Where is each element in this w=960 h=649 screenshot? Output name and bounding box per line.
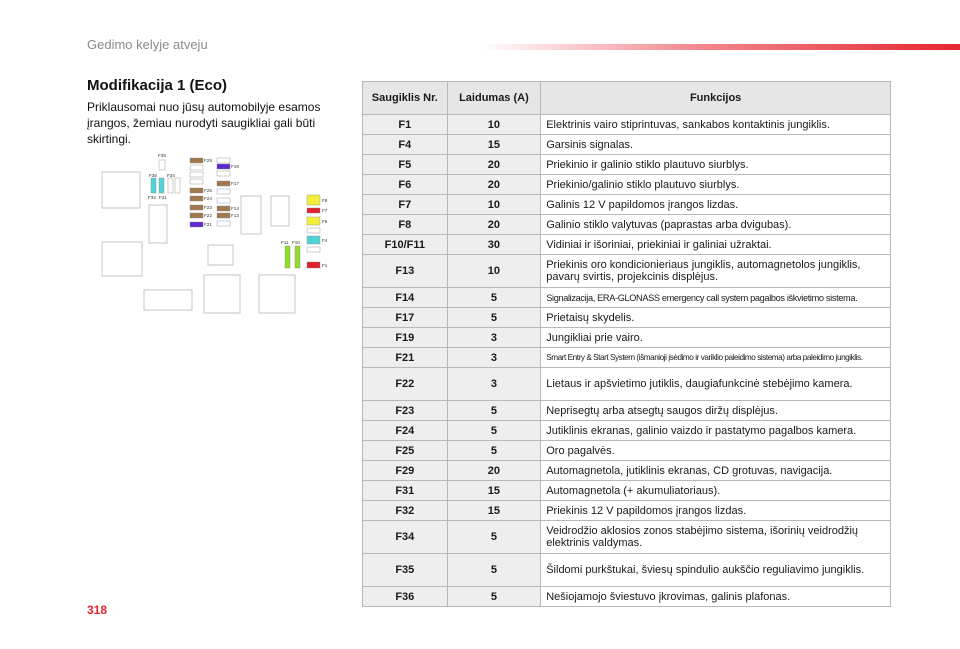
fuse-number: F31 bbox=[363, 481, 448, 501]
fuse-amperage: 5 bbox=[447, 421, 541, 441]
fuse-slot bbox=[217, 158, 230, 163]
relay-block bbox=[102, 242, 142, 276]
relay-block bbox=[204, 275, 240, 313]
fuse-number: F25 bbox=[363, 441, 448, 461]
label-f29: F29 bbox=[204, 158, 212, 163]
fuse-number: F34 bbox=[363, 521, 448, 554]
table-row bbox=[363, 115, 891, 135]
table-row bbox=[363, 195, 891, 215]
fuse-function: Galinio stiklo valytuvas (paprastas arba dvigubas). bbox=[541, 215, 891, 235]
fuse-function: Jutiklinis ekranas, galinio vaizdo ir pastatymo pagalbos kamera. bbox=[541, 421, 891, 441]
fuse-f25 bbox=[190, 188, 203, 193]
fuse-function: Prietaisų skydelis. bbox=[541, 308, 891, 328]
label-f21: F21 bbox=[204, 222, 212, 227]
fuse-amperage: 5 bbox=[447, 308, 541, 328]
fuse-amperage: 20 bbox=[447, 215, 541, 235]
relay-block bbox=[208, 245, 233, 265]
fuse-number: F22 bbox=[363, 368, 448, 401]
label-f25: F25 bbox=[204, 188, 212, 193]
fuse-number: F23 bbox=[363, 401, 448, 421]
fuse-amperage: 5 bbox=[447, 441, 541, 461]
table-row bbox=[363, 135, 891, 155]
fuse-f14 bbox=[217, 206, 230, 211]
label-f19: F19 bbox=[231, 164, 239, 169]
label-f13: F13 bbox=[231, 213, 239, 218]
fuse-number: F8 bbox=[363, 215, 448, 235]
table-row bbox=[363, 175, 891, 195]
fuse-function: Nešiojamojo šviestuvo įkrovimas, galinis plafonas. bbox=[541, 587, 891, 607]
section-title: Modifikacija 1 (Eco) bbox=[87, 77, 228, 94]
table-row bbox=[363, 368, 891, 401]
fuse-amperage: 3 bbox=[447, 348, 541, 368]
fuse-amperage: 5 bbox=[447, 288, 541, 308]
table-row bbox=[363, 421, 891, 441]
fuse-function: Priekinio ir galinio stiklo plautuvo siurblys. bbox=[541, 155, 891, 175]
fuse-function: Lietaus ir apšvietimo jutiklis, daugiafunkcinė stebėjimo kamera. bbox=[541, 368, 891, 401]
label-f36: F36 bbox=[149, 173, 157, 178]
fuse-slot bbox=[190, 172, 203, 177]
fuse-f31 bbox=[159, 178, 164, 193]
fuse-table bbox=[362, 81, 891, 607]
fuse-number: F19 bbox=[363, 328, 448, 348]
label-f17: F17 bbox=[231, 181, 239, 186]
label-f1: F1 bbox=[322, 263, 328, 268]
fuse-f23 bbox=[190, 205, 203, 210]
fuse-f7 bbox=[307, 208, 320, 213]
fuse-slot bbox=[190, 179, 203, 184]
column-header-functions: Funkcijos bbox=[541, 82, 891, 115]
relay-block bbox=[271, 196, 289, 226]
fuse-number: F35 bbox=[363, 554, 448, 587]
fuse-function: Galinis 12 V papildomos įrangos lizdas. bbox=[541, 195, 891, 215]
fuse-function: Automagnetola (+ akumuliatoriaus). bbox=[541, 481, 891, 501]
column-header-amps: Laidumas (A) bbox=[447, 82, 541, 115]
fuse-slot bbox=[190, 165, 203, 170]
fuse-f10 bbox=[295, 246, 300, 268]
fuse-function: Neprisegtų arba atsegtų saugos diržų displėjus. bbox=[541, 401, 891, 421]
relay-block bbox=[241, 196, 261, 234]
relay-block bbox=[102, 172, 140, 208]
fuse-amperage: 20 bbox=[447, 155, 541, 175]
table-row bbox=[363, 401, 891, 421]
fuse-f4 bbox=[307, 236, 320, 244]
table-header-row bbox=[363, 82, 891, 115]
fuse-slot bbox=[217, 189, 230, 194]
fuse-f32 bbox=[175, 178, 180, 193]
fuse-function: Jungikliai prie vairo. bbox=[541, 328, 891, 348]
label-f10: F10 bbox=[292, 240, 300, 245]
label-f22: F22 bbox=[204, 213, 212, 218]
fuse-amperage: 3 bbox=[447, 328, 541, 348]
fuse-f1 bbox=[307, 262, 320, 268]
fuse-f8 bbox=[307, 195, 320, 205]
label-f11: F11 bbox=[281, 240, 289, 245]
fuse-amperage: 15 bbox=[447, 501, 541, 521]
fuse-function: Automagnetola, jutiklinis ekranas, CD grotuvas, navigacija. bbox=[541, 461, 891, 481]
fuse-amperage: 15 bbox=[447, 481, 541, 501]
fuse-number: F32 bbox=[363, 501, 448, 521]
fuse-amperage: 20 bbox=[447, 175, 541, 195]
table-row bbox=[363, 308, 891, 328]
fuse-f19 bbox=[217, 164, 230, 169]
fuse-function: Šildomi purkštukai, šviesų spindulio aukščio reguliavimo jungiklis. bbox=[541, 554, 891, 587]
table-row bbox=[363, 235, 891, 255]
fuse-function: Smart Entry & Start System (išmanioji įsėdimo ir variklio paleidimo sistema) arba paleidimo jungiklis. bbox=[541, 348, 891, 368]
label-f34: F34 bbox=[167, 173, 175, 178]
fuse-slot bbox=[217, 198, 230, 203]
fuse-f11 bbox=[285, 246, 290, 268]
table-row bbox=[363, 348, 891, 368]
fuse-number: F13 bbox=[363, 255, 448, 288]
fuse-amperage: 10 bbox=[447, 115, 541, 135]
table-row bbox=[363, 215, 891, 235]
fuse-function: Veidrodžio aklosios zonos stabėjimo sistema, išorinių veidrodžių elektrinis valdymas. bbox=[541, 521, 891, 554]
fuse-number: F5 bbox=[363, 155, 448, 175]
label-f4: F4 bbox=[322, 238, 328, 243]
fuse-slot bbox=[307, 247, 320, 252]
table-row bbox=[363, 328, 891, 348]
fuse-slot bbox=[307, 228, 320, 233]
relay-block bbox=[144, 290, 192, 310]
fuse-number: F36 bbox=[363, 587, 448, 607]
fuse-function: Vidiniai ir išoriniai, priekiniai ir galiniai užraktai. bbox=[541, 235, 891, 255]
fuse-f13 bbox=[217, 213, 230, 218]
fuse-amperage: 20 bbox=[447, 461, 541, 481]
fuse-f29 bbox=[190, 158, 203, 163]
fuse-amperage: 30 bbox=[447, 235, 541, 255]
label-f32: F32 bbox=[148, 195, 156, 200]
fuse-number: F6 bbox=[363, 175, 448, 195]
fuse-number: F10/F11 bbox=[363, 235, 448, 255]
fuse-slot bbox=[217, 171, 230, 176]
fuse-function: Signalizacija, ERA-GLONASS emergency call system pagalbos iškvietimo sistema. bbox=[541, 288, 891, 308]
table-row bbox=[363, 521, 891, 554]
fuse-f5 bbox=[307, 217, 320, 225]
running-header: Gedimo kelyje atveju bbox=[87, 37, 208, 52]
intro-paragraph: Priklausomai nuo jūsų automobilyje esamos įrangos, žemiau nurodyti saugikliai gali būti skirtingi. bbox=[87, 100, 321, 146]
fuse-function: Garsinis signalas. bbox=[541, 135, 891, 155]
table-row bbox=[363, 554, 891, 587]
fuse-function: Oro pagalvės. bbox=[541, 441, 891, 461]
header-accent-bar bbox=[480, 44, 960, 50]
label-f35: F35 bbox=[158, 153, 166, 158]
fuse-number: F4 bbox=[363, 135, 448, 155]
table-row bbox=[363, 441, 891, 461]
fuse-f24 bbox=[190, 196, 203, 201]
fuse-f22 bbox=[190, 213, 203, 218]
fuse-box-diagram bbox=[95, 150, 335, 320]
fuse-f34 bbox=[168, 178, 173, 193]
fuse-number: F24 bbox=[363, 421, 448, 441]
table-row bbox=[363, 501, 891, 521]
fuse-amperage: 10 bbox=[447, 195, 541, 215]
fuse-amperage: 5 bbox=[447, 554, 541, 587]
label-f5: F5 bbox=[322, 219, 328, 224]
fuse-number: F1 bbox=[363, 115, 448, 135]
fuse-amperage: 5 bbox=[447, 521, 541, 554]
table-row bbox=[363, 255, 891, 288]
fuse-number: F29 bbox=[363, 461, 448, 481]
fuse-amperage: 5 bbox=[447, 587, 541, 607]
fuse-amperage: 15 bbox=[447, 135, 541, 155]
label-f8: F8 bbox=[322, 198, 328, 203]
fuse-f36 bbox=[151, 178, 156, 193]
label-f23: F23 bbox=[204, 205, 212, 210]
fuse-number: F7 bbox=[363, 195, 448, 215]
fuse-slot bbox=[217, 221, 230, 226]
label-f7: F7 bbox=[322, 208, 328, 213]
fuse-f17 bbox=[217, 181, 230, 186]
fuse-amperage: 10 bbox=[447, 255, 541, 288]
fuse-number: F21 bbox=[363, 348, 448, 368]
fuse-f21 bbox=[190, 222, 203, 227]
fuse-amperage: 5 bbox=[447, 401, 541, 421]
label-f14: F14 bbox=[231, 206, 239, 211]
table-row bbox=[363, 481, 891, 501]
label-f24: F24 bbox=[204, 196, 212, 201]
fuse-number: F14 bbox=[363, 288, 448, 308]
table-row bbox=[363, 587, 891, 607]
page-number: 318 bbox=[87, 603, 108, 617]
fuse-number: F17 bbox=[363, 308, 448, 328]
label-f31: F31 bbox=[159, 195, 167, 200]
table-row bbox=[363, 155, 891, 175]
table-row bbox=[363, 288, 891, 308]
fuse-function: Priekinis 12 V papildomos įrangos lizdas. bbox=[541, 501, 891, 521]
relay-block bbox=[259, 275, 295, 313]
fuse-function: Priekinio/galinio stiklo plautuvo siurblys. bbox=[541, 175, 891, 195]
relay-block bbox=[149, 205, 167, 243]
fuse-amperage: 3 bbox=[447, 368, 541, 401]
fuse-f35 bbox=[159, 160, 165, 170]
table-row bbox=[363, 461, 891, 481]
fuse-function: Priekinis oro kondicionieriaus jungiklis, automagnetolos jungiklis, pavarų svirtis, projekcinis displėjus. bbox=[541, 255, 891, 288]
fuse-function: Elektrinis vairo stiprintuvas, sankabos kontaktinis jungiklis. bbox=[541, 115, 891, 135]
column-header-fuse: Saugiklis Nr. bbox=[363, 82, 448, 115]
